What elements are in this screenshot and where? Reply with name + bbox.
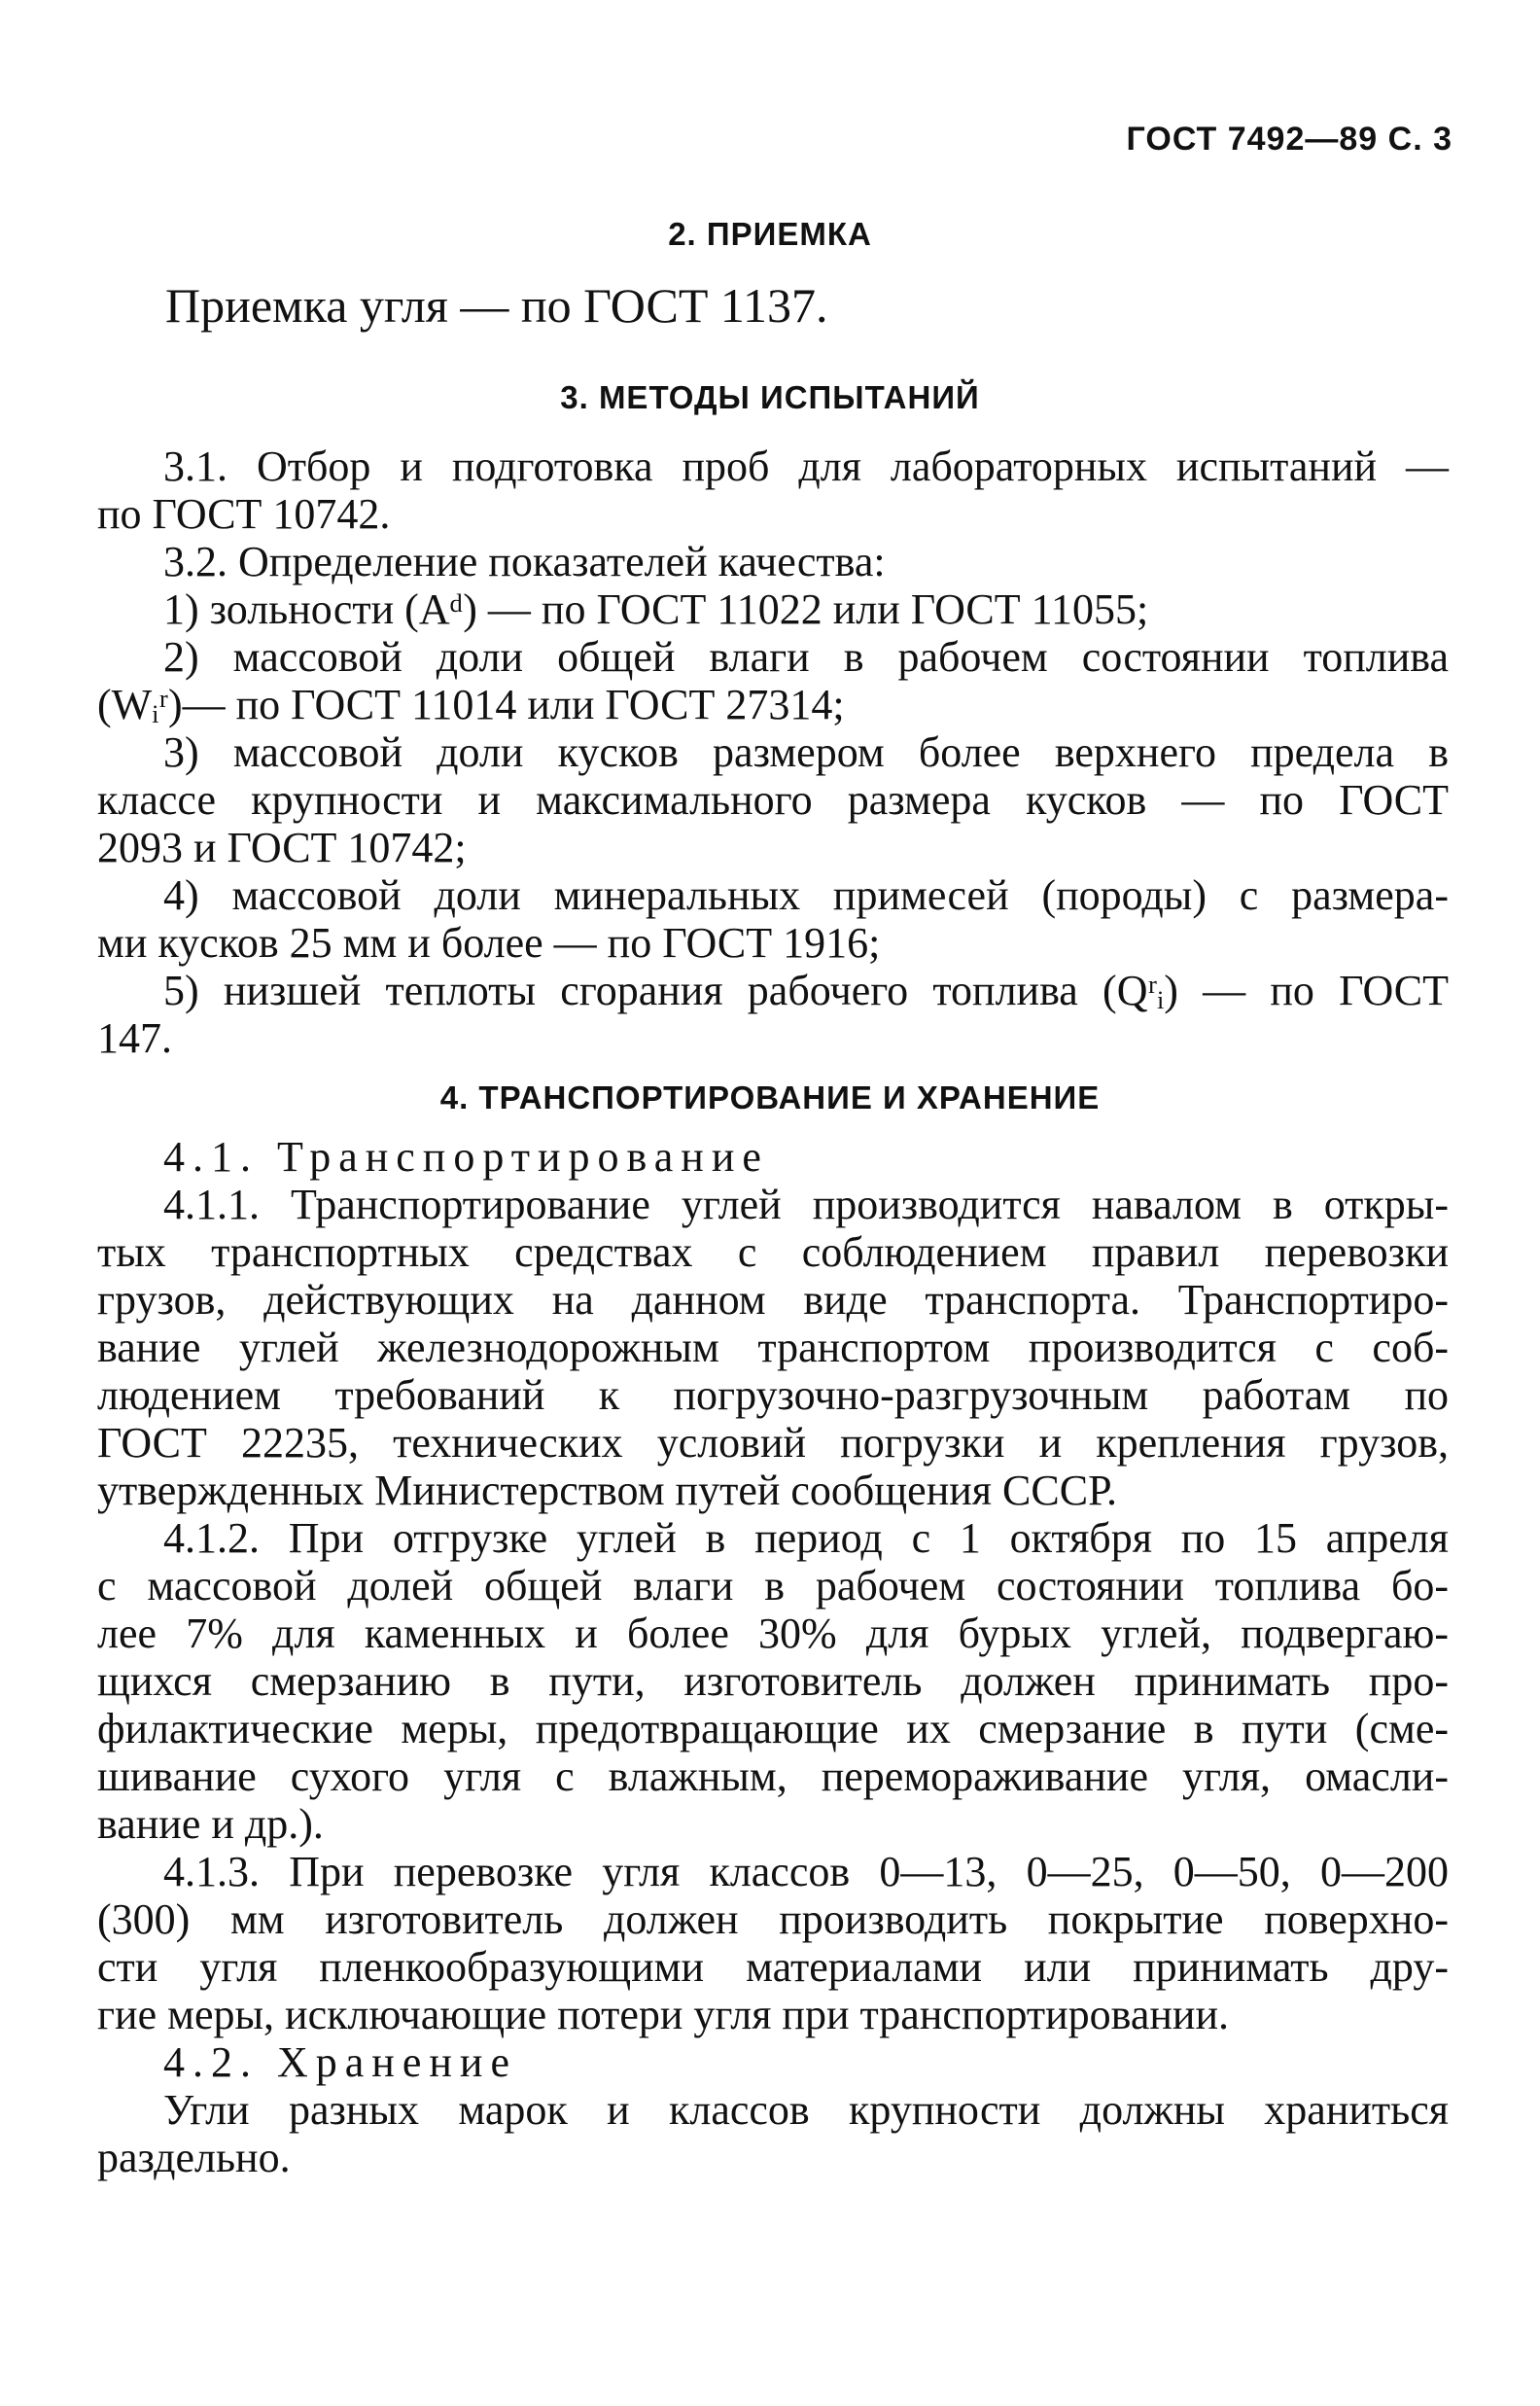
- section-2-text: Приемка угля — по ГОСТ 1137.: [165, 278, 828, 333]
- section-4-line: ГОСТ 22235, технических условий погрузки и крепления грузов,: [97, 1419, 1449, 1467]
- section-3-line: 1) зольности (Aᵈ) — по ГОСТ 11022 или ГОСТ 11055;: [163, 585, 1149, 633]
- section-4-line: утвержденных Министерством путей сообщения СССР.: [97, 1467, 1118, 1514]
- section-4-line: 4.1.3. При перевозке угля классов 0—13, 0—25, 0—50, 0—200: [163, 1848, 1449, 1895]
- section-3-line: классе крупности и максимального размера кусков — по ГОСТ: [97, 776, 1449, 824]
- section-4-line: шивание сухого угля с влажным, перемораживание угля, омасли-: [97, 1752, 1449, 1800]
- section-4-line: Угли разных марок и классов крупности должны храниться: [163, 2086, 1449, 2134]
- section-4-line: лее 7% для каменных и более 30% для бурых углей, подвергаю-: [97, 1610, 1449, 1657]
- section-3-body: [97, 442, 1449, 1062]
- section-3-line: по ГОСТ 10742.: [97, 490, 391, 538]
- section-3-title: 3. МЕТОДЫ ИСПЫТАНИЙ: [560, 379, 980, 415]
- section-4-line: сти угля пленкообразующими материалами или принимать дру-: [97, 1943, 1449, 1991]
- section-3-line: ми кусков 25 мм и более — по ГОСТ 1916;: [97, 919, 881, 967]
- page-header: ГОСТ 7492—89 С. 3: [1126, 121, 1452, 158]
- section-4-line: с массовой долей общей влаги в рабочем состоянии топлива бо-: [97, 1562, 1449, 1610]
- section-4-line: вание и др.).: [97, 1800, 324, 1848]
- section-2-title: 2. ПРИЕМКА: [668, 216, 872, 252]
- section-4-line: вание углей железнодорожным транспортом производится с соб-: [97, 1324, 1449, 1371]
- section-3-line: 4) массовой доли минеральных примесей (породы) с размера-: [163, 871, 1449, 919]
- section-4-line: раздельно.: [97, 2134, 291, 2181]
- section-4-line: щихся смерзанию в пути, изготовитель должен принимать про-: [97, 1657, 1449, 1705]
- section-4-line: людением требований к погрузочно-разгрузочным работам по: [97, 1371, 1449, 1419]
- section-4-line: 4.1.1. Транспортирование углей производится навалом в откры-: [163, 1181, 1449, 1228]
- section-3-line: 5) низшей теплоты сгорания рабочего топлива (Qʳᵢ) — по ГОСТ: [163, 967, 1449, 1014]
- section-4-body: [97, 1133, 1449, 2181]
- section-4-line: (300) мм изготовитель должен производить покрытие поверхно-: [97, 1895, 1449, 1943]
- section-3-line: 2093 и ГОСТ 10742;: [97, 824, 467, 871]
- subsection-heading-transport: 4.1. Транспортирование: [163, 1133, 769, 1181]
- section-3-line: 2) массовой доли общей влаги в рабочем состоянии топлива: [163, 633, 1449, 681]
- section-4-title: 4. ТРАНСПОРТИРОВАНИЕ И ХРАНЕНИЕ: [439, 1079, 1101, 1115]
- section-4-line: филактические меры, предотвращающие их смерзание в пути (сме-: [97, 1705, 1449, 1752]
- section-3-line: (Wᵢʳ)— по ГОСТ 11014 или ГОСТ 27314;: [97, 681, 845, 728]
- section-4-line: 4.1.2. При отгрузке углей в период с 1 октября по 15 апреля: [163, 1514, 1449, 1562]
- section-4-line: грузов, действующих на данном виде транспорта. Транспортиро-: [97, 1276, 1449, 1324]
- subsection-heading-storage: 4.2. Хранение: [163, 2038, 518, 2086]
- section-3-line: 3.1. Отбор и подготовка проб для лабораторных испытаний —: [163, 442, 1449, 490]
- section-3-line: 3) массовой доли кусков размером более верхнего предела в: [163, 728, 1449, 776]
- section-4-line: гие меры, исключающие потери угля при транспортировании.: [97, 1991, 1230, 2038]
- section-4-line: тых транспортных средствах с соблюдением правил перевозки: [97, 1228, 1449, 1276]
- section-3-line: 147.: [97, 1014, 172, 1062]
- section-3-line: 3.2. Определение показателей качества:: [163, 538, 886, 585]
